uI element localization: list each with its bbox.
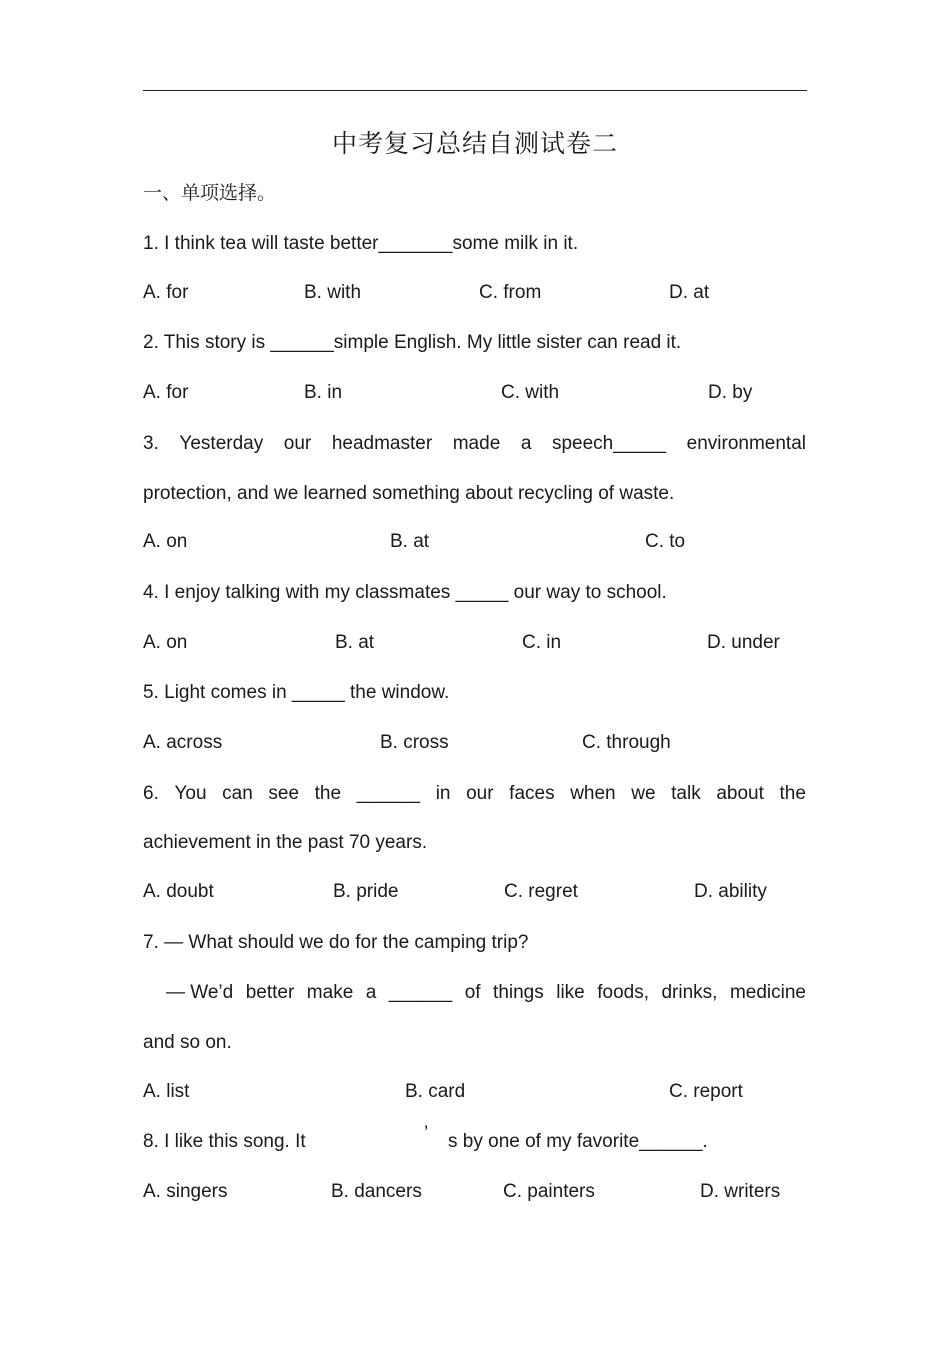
word: of — [464, 982, 481, 1003]
question-1-option-c: C. from — [479, 282, 542, 303]
word: like — [556, 982, 585, 1003]
word: things — [493, 982, 544, 1003]
question-8-option-c: C. painters — [503, 1181, 595, 1202]
word: environmental — [686, 433, 806, 454]
question-6-option-c: C. regret — [504, 881, 578, 902]
word: talk — [671, 783, 701, 804]
question-4-option-c: C. in — [522, 632, 562, 653]
word: our — [466, 783, 494, 804]
top-rule — [143, 90, 807, 91]
question-6-stem-line-2: achievement in the past 70 years. — [143, 832, 428, 853]
question-3-option-c: C. to — [645, 531, 686, 552]
question-1-option-d: D. at — [669, 282, 710, 303]
word: — We’d — [166, 982, 234, 1003]
question-7-stem: 7. — What should we do for the camping trip? — [143, 932, 529, 953]
question-2-option-a: A. for — [143, 382, 189, 403]
word: about — [716, 783, 764, 804]
question-8-option-a: A. singers — [143, 1181, 228, 1202]
question-6-stem-line-1 — [143, 782, 806, 806]
question-4-option-b: B. at — [335, 632, 375, 653]
question-7-option-c: C. report — [669, 1081, 743, 1102]
question-3-stem-line-1 — [143, 432, 806, 456]
word: the — [779, 783, 806, 804]
question-6-option-d: D. ability — [694, 881, 767, 902]
word: foods, — [597, 982, 649, 1003]
question-7-stem-line-3: and so on. — [143, 1032, 232, 1053]
question-4-option-d: D. under — [707, 632, 780, 653]
question-8-option-d: D. writers — [700, 1181, 781, 1202]
word: our — [283, 433, 312, 454]
question-5-stem: 5. Light comes in _____ the window. — [143, 682, 450, 703]
word: make — [306, 982, 354, 1003]
question-2-stem: 2. This story is ______simple English. My little sister can read it. — [143, 332, 682, 353]
word: the — [314, 783, 342, 804]
word: headmaster — [331, 433, 433, 454]
word: when — [570, 783, 616, 804]
question-1-stem: 1. I think tea will taste better_______some milk in it. — [143, 233, 579, 254]
word: in — [435, 783, 451, 804]
question-5-option-b: B. cross — [380, 732, 449, 753]
word: ______ — [356, 783, 421, 804]
question-8-apostrophe: ’ — [424, 1123, 429, 1144]
question-3-option-a: A. on — [143, 531, 188, 552]
word: speech_____ — [551, 433, 667, 454]
question-2-option-d: D. by — [708, 382, 753, 403]
word: faces — [509, 783, 555, 804]
question-8-stem-part-3: s by one of my favorite______. — [448, 1131, 708, 1152]
question-2-option-b: B. in — [304, 382, 343, 403]
word: ______ — [388, 982, 453, 1003]
question-1-option-a: A. for — [143, 282, 189, 303]
word: we — [631, 783, 656, 804]
question-6-option-a: A. doubt — [143, 881, 214, 902]
word: You — [174, 783, 207, 804]
word: drinks, — [661, 982, 718, 1003]
question-1-option-b: B. with — [304, 282, 362, 303]
question-6-option-b: B. pride — [333, 881, 399, 902]
question-8-option-b: B. dancers — [331, 1181, 422, 1202]
word: medicine — [729, 982, 806, 1003]
question-7-answer-line — [166, 981, 806, 1005]
word: a — [365, 982, 377, 1003]
word: Yesterday — [179, 433, 264, 454]
word: can — [222, 783, 253, 804]
question-5-option-c: C. through — [582, 732, 671, 753]
word: made — [452, 433, 501, 454]
word: better — [245, 982, 295, 1003]
question-4-option-a: A. on — [143, 632, 188, 653]
question-3-stem-line-2: protection, and we learned something about recycling of waste. — [143, 483, 675, 504]
word: 3. — [143, 433, 159, 454]
question-4-stem: 4. I enjoy talking with my classmates _____ our way to school. — [143, 582, 667, 603]
question-7-option-b: B. card — [405, 1081, 466, 1102]
question-8-stem-part-1: 8. I like this song. It — [143, 1131, 306, 1152]
question-2-option-c: C. with — [501, 382, 560, 403]
word: see — [268, 783, 300, 804]
section-heading: 一、单项选择。 — [143, 182, 277, 204]
question-5-option-a: A. across — [143, 732, 223, 753]
page-title: 中考复习总结自测试卷二 — [331, 129, 618, 158]
word: a — [520, 433, 532, 454]
word: 6. — [143, 783, 159, 804]
question-3-option-b: B. at — [390, 531, 430, 552]
question-7-option-a: A. list — [143, 1081, 190, 1102]
